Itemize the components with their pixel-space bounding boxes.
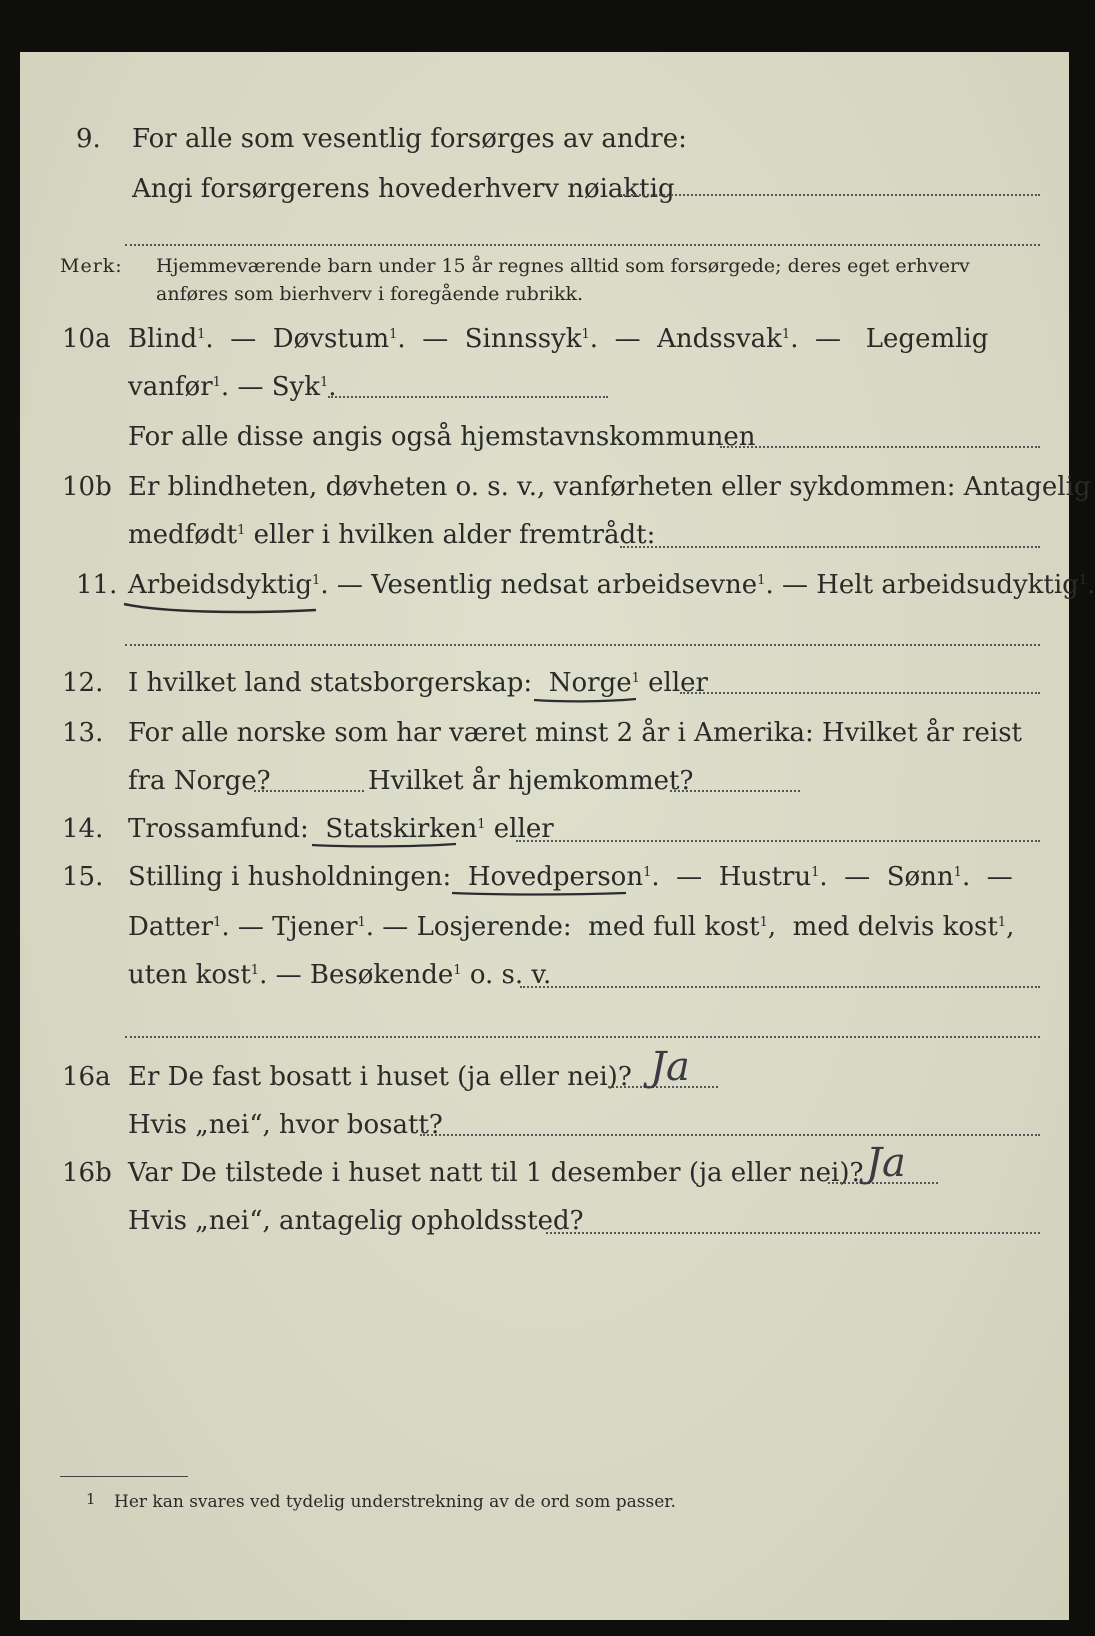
q15-line1: Stilling i husholdningen: Hovedperson$^1$. — Hustru$^1$. — Sønn$^1$. —: [128, 862, 1013, 892]
q14-answer-line[interactable]: [516, 840, 1040, 842]
q9-answer-line[interactable]: [620, 194, 1040, 196]
q10a-line3: For alle disse angis også hjemstavnskommunen: [128, 422, 756, 452]
underline-statskirken: [310, 838, 460, 854]
footnote-rule: [60, 1476, 188, 1477]
q9-line1: For alle som vesentlig forsørges av andre:: [132, 124, 687, 154]
q10a-number: 10a: [62, 324, 111, 354]
q16a-residence-line[interactable]: [420, 1134, 1040, 1136]
q9-line2: Angi forsørgerens hovederhverv nøiaktig: [132, 174, 675, 204]
q15-line2: Datter$^1$. — Tjener$^1$. — Losjerende: med full kost$^1$, med delvis kost$^1$,: [128, 912, 1015, 942]
q13-line1: For alle norske som har været minst 2 år i Amerika: Hvilket år reist: [128, 718, 1022, 748]
q13-number: 13.: [62, 718, 104, 748]
q15-answer-line-2[interactable]: [125, 1036, 1040, 1038]
q9-number: 9.: [76, 124, 101, 154]
q13-line2b: Hvilket år hjemkommet?: [368, 766, 694, 796]
q13-departure-line[interactable]: [254, 790, 364, 792]
q16b-line1: Var De tilstede i huset natt til 1 desember (ja eller nei)?: [128, 1158, 864, 1188]
q16a-handwritten-answer: Ja: [650, 1044, 690, 1090]
q10a-answer-line[interactable]: [328, 396, 608, 398]
q10b-line2: medfødt$^1$ eller i hvilken alder fremtrådt:: [128, 520, 656, 550]
footnote-mark: 1: [86, 1490, 96, 1508]
q14-line1: Trossamfund: Statskirken$^1$ eller: [128, 814, 554, 844]
q15-number: 15.: [62, 862, 104, 892]
q14-number: 14.: [62, 814, 104, 844]
q11-line1: Arbeidsdyktig$^1$. — Vesentlig nedsat arbeidsevne$^1$. — Helt arbeidsudyktig$^1$.: [128, 570, 1095, 600]
q12-line1: I hvilket land statsborgerskap: Norge$^1$ eller: [128, 668, 708, 698]
q10b-answer-line[interactable]: [620, 546, 1040, 548]
note-label: Merk:: [60, 255, 123, 277]
q16b-number: 16b: [62, 1158, 112, 1188]
q10a-line2: vanfør$^1$. — Syk$^1$.: [128, 372, 337, 402]
q12-number: 12.: [62, 668, 104, 698]
q16a-number: 16a: [62, 1062, 111, 1092]
q13-line2a: fra Norge?: [128, 766, 271, 796]
q16b-line2: Hvis „nei“, antagelig opholdssted?: [128, 1206, 584, 1236]
q11-answer-line[interactable]: [125, 644, 1040, 646]
q16b-location-line[interactable]: [546, 1232, 1040, 1234]
q16b-handwritten-answer: Ja: [866, 1140, 906, 1186]
q15-answer-line[interactable]: [520, 986, 1040, 988]
q9-answer-line-2[interactable]: [125, 244, 1040, 246]
q12-answer-line[interactable]: [680, 692, 1040, 694]
q16a-line2: Hvis „nei“, hvor bosatt?: [128, 1110, 443, 1140]
q11-number: 11.: [76, 570, 118, 600]
note-line2: anføres som bierhverv i foregående rubrikk.: [156, 283, 584, 305]
q16a-line1: Er De fast bosatt i huset (ja eller nei)?: [128, 1062, 632, 1092]
q10b-number: 10b: [62, 472, 112, 502]
q10a-home-line[interactable]: [720, 446, 1040, 448]
underline-arbeidsdyktig: [120, 590, 320, 620]
q10a-line1: Blind$^1$. — Døvstum$^1$. — Sinnssyk$^1$. — Andssvak$^1$. — Legemlig: [128, 324, 989, 354]
q13-return-line[interactable]: [670, 790, 800, 792]
underline-hovedperson: [450, 886, 630, 902]
q15-line3: uten kost$^1$. — Besøkende$^1$ o. s. v.: [128, 960, 552, 990]
q10b-line1: Er blindheten, døvheten o. s. v., vanførheten eller sykdommen: Antagelig: [128, 472, 1091, 502]
note-line1: Hjemmeværende barn under 15 år regnes alltid som forsørgede; deres eget erhverv: [156, 255, 970, 277]
census-form-page: [20, 52, 1095, 1620]
underline-norge: [532, 692, 642, 708]
footnote-text: Her kan svares ved tydelig understrekning av de ord som passer.: [114, 1492, 676, 1512]
